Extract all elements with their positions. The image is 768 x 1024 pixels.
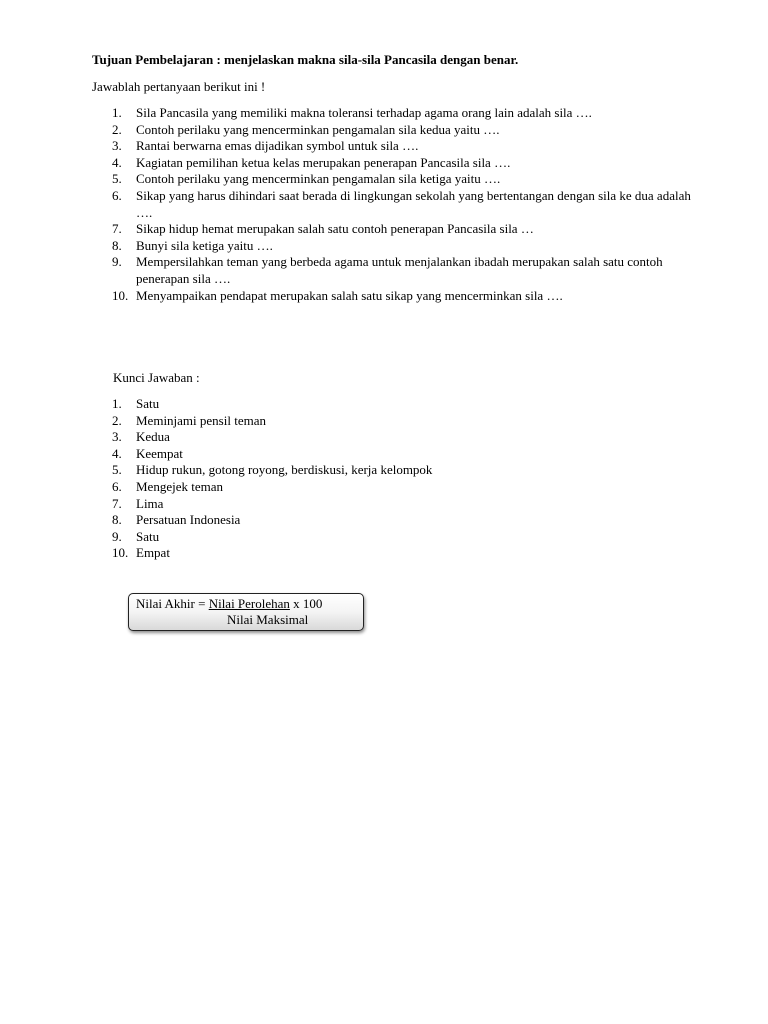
answer-text: Satu: [136, 396, 160, 411]
answer-text: Kedua: [136, 429, 170, 445]
question-text: Bunyi sila ketiga yaitu ….: [136, 237, 273, 253]
item-number: 8.: [112, 512, 122, 528]
question-text: Sila Pancasila yang memiliki makna toleransi terhadap agama orang lain adalah sila ….: [136, 105, 592, 120]
question-text: Menyampaikan pendapat merupakan salah satu sikap yang mencerminkan sila ….: [136, 287, 563, 303]
item-number: 1.: [112, 105, 122, 120]
item-number: 6.: [112, 478, 122, 494]
list-item: [112, 479, 612, 496]
list-item: [112, 254, 692, 287]
list-item: [112, 429, 612, 446]
formula-lhs: Nilai Akhir =: [136, 596, 206, 611]
answer-text: Mengejek teman: [136, 478, 223, 494]
item-number: 4.: [112, 445, 122, 461]
question-text: Contoh perilaku yang mencerminkan pengamalan sila kedua yaitu ….: [136, 121, 500, 137]
item-number: 4.: [112, 154, 122, 170]
item-number: 8.: [112, 237, 122, 253]
list-item: [112, 462, 612, 479]
item-number: 7.: [112, 495, 122, 511]
item-number: 10.: [112, 287, 129, 303]
item-number: 6.: [112, 187, 122, 203]
item-number: 5.: [112, 171, 122, 187]
answer-text: Empat: [136, 545, 170, 561]
question-list: [112, 105, 692, 304]
list-item: [112, 529, 612, 546]
item-number: 2.: [112, 121, 122, 137]
list-item: [112, 288, 692, 305]
list-item: [112, 413, 612, 430]
formula-numerator: Nilai Perolehan: [208, 596, 290, 611]
list-item: [112, 446, 612, 463]
item-number: 10.: [112, 545, 129, 561]
item-number: 3.: [112, 429, 122, 445]
question-text: Sikap hidup hemat merupakan salah satu contoh penerapan Pancasila sila …: [136, 221, 534, 237]
item-number: 9.: [112, 528, 122, 544]
item-number: 3.: [112, 138, 122, 154]
list-item: [112, 122, 692, 139]
formula-top-line: [136, 596, 322, 613]
question-text: Sikap yang harus dihindari saat berada di lingkungan sekolah yang bertentangan dengan sila ke dua adalah ….: [136, 187, 691, 220]
answer-text: Lima: [136, 495, 164, 511]
answer-list: [112, 396, 612, 562]
list-item: [112, 138, 692, 155]
question-text: Kagiatan pemilihan ketua kelas merupakan penerapan Pancasila sila ….: [136, 154, 511, 170]
answer-text: Satu: [136, 528, 160, 544]
question-text: Rantai berwarna emas dijadikan symbol untuk sila ….: [136, 138, 419, 154]
list-item: [112, 188, 692, 221]
list-item: [112, 545, 612, 562]
answer-text: Keempat: [136, 445, 183, 461]
score-formula-box: [128, 593, 364, 631]
answer-text: Hidup rukun, gotong royong, berdiskusi, kerja kelompok: [136, 462, 433, 478]
list-item: [112, 396, 612, 413]
list-item: [112, 238, 692, 255]
answer-text: Meminjami pensil teman: [136, 412, 266, 428]
item-number: 1.: [112, 396, 122, 411]
formula-multiplier: x 100: [293, 596, 323, 611]
item-number: 7.: [112, 221, 122, 237]
list-item: [112, 512, 612, 529]
list-item: [112, 155, 692, 172]
answer-key-heading: Kunci Jawaban :: [113, 370, 200, 385]
list-item: [112, 171, 692, 188]
item-number: 5.: [112, 462, 122, 478]
list-item: [112, 496, 612, 513]
item-number: 2.: [112, 412, 122, 428]
answer-text: Persatuan Indonesia: [136, 512, 241, 528]
item-number: 9.: [112, 254, 122, 270]
page-title: Tujuan Pembelajaran : menjelaskan makna sila-sila Pancasila dengan benar.: [92, 52, 519, 67]
formula-denominator: Nilai Maksimal: [227, 612, 309, 627]
instruction-text: Jawablah pertanyaan berikut ini !: [92, 79, 266, 94]
question-text: Contoh perilaku yang mencerminkan pengamalan sila ketiga yaitu ….: [136, 171, 501, 187]
question-text: Mempersilahkan teman yang berbeda agama untuk menjalankan ibadah merupakan salah satu contoh penerapan sila ….: [136, 254, 663, 286]
list-item: [112, 105, 692, 122]
list-item: [112, 221, 692, 238]
